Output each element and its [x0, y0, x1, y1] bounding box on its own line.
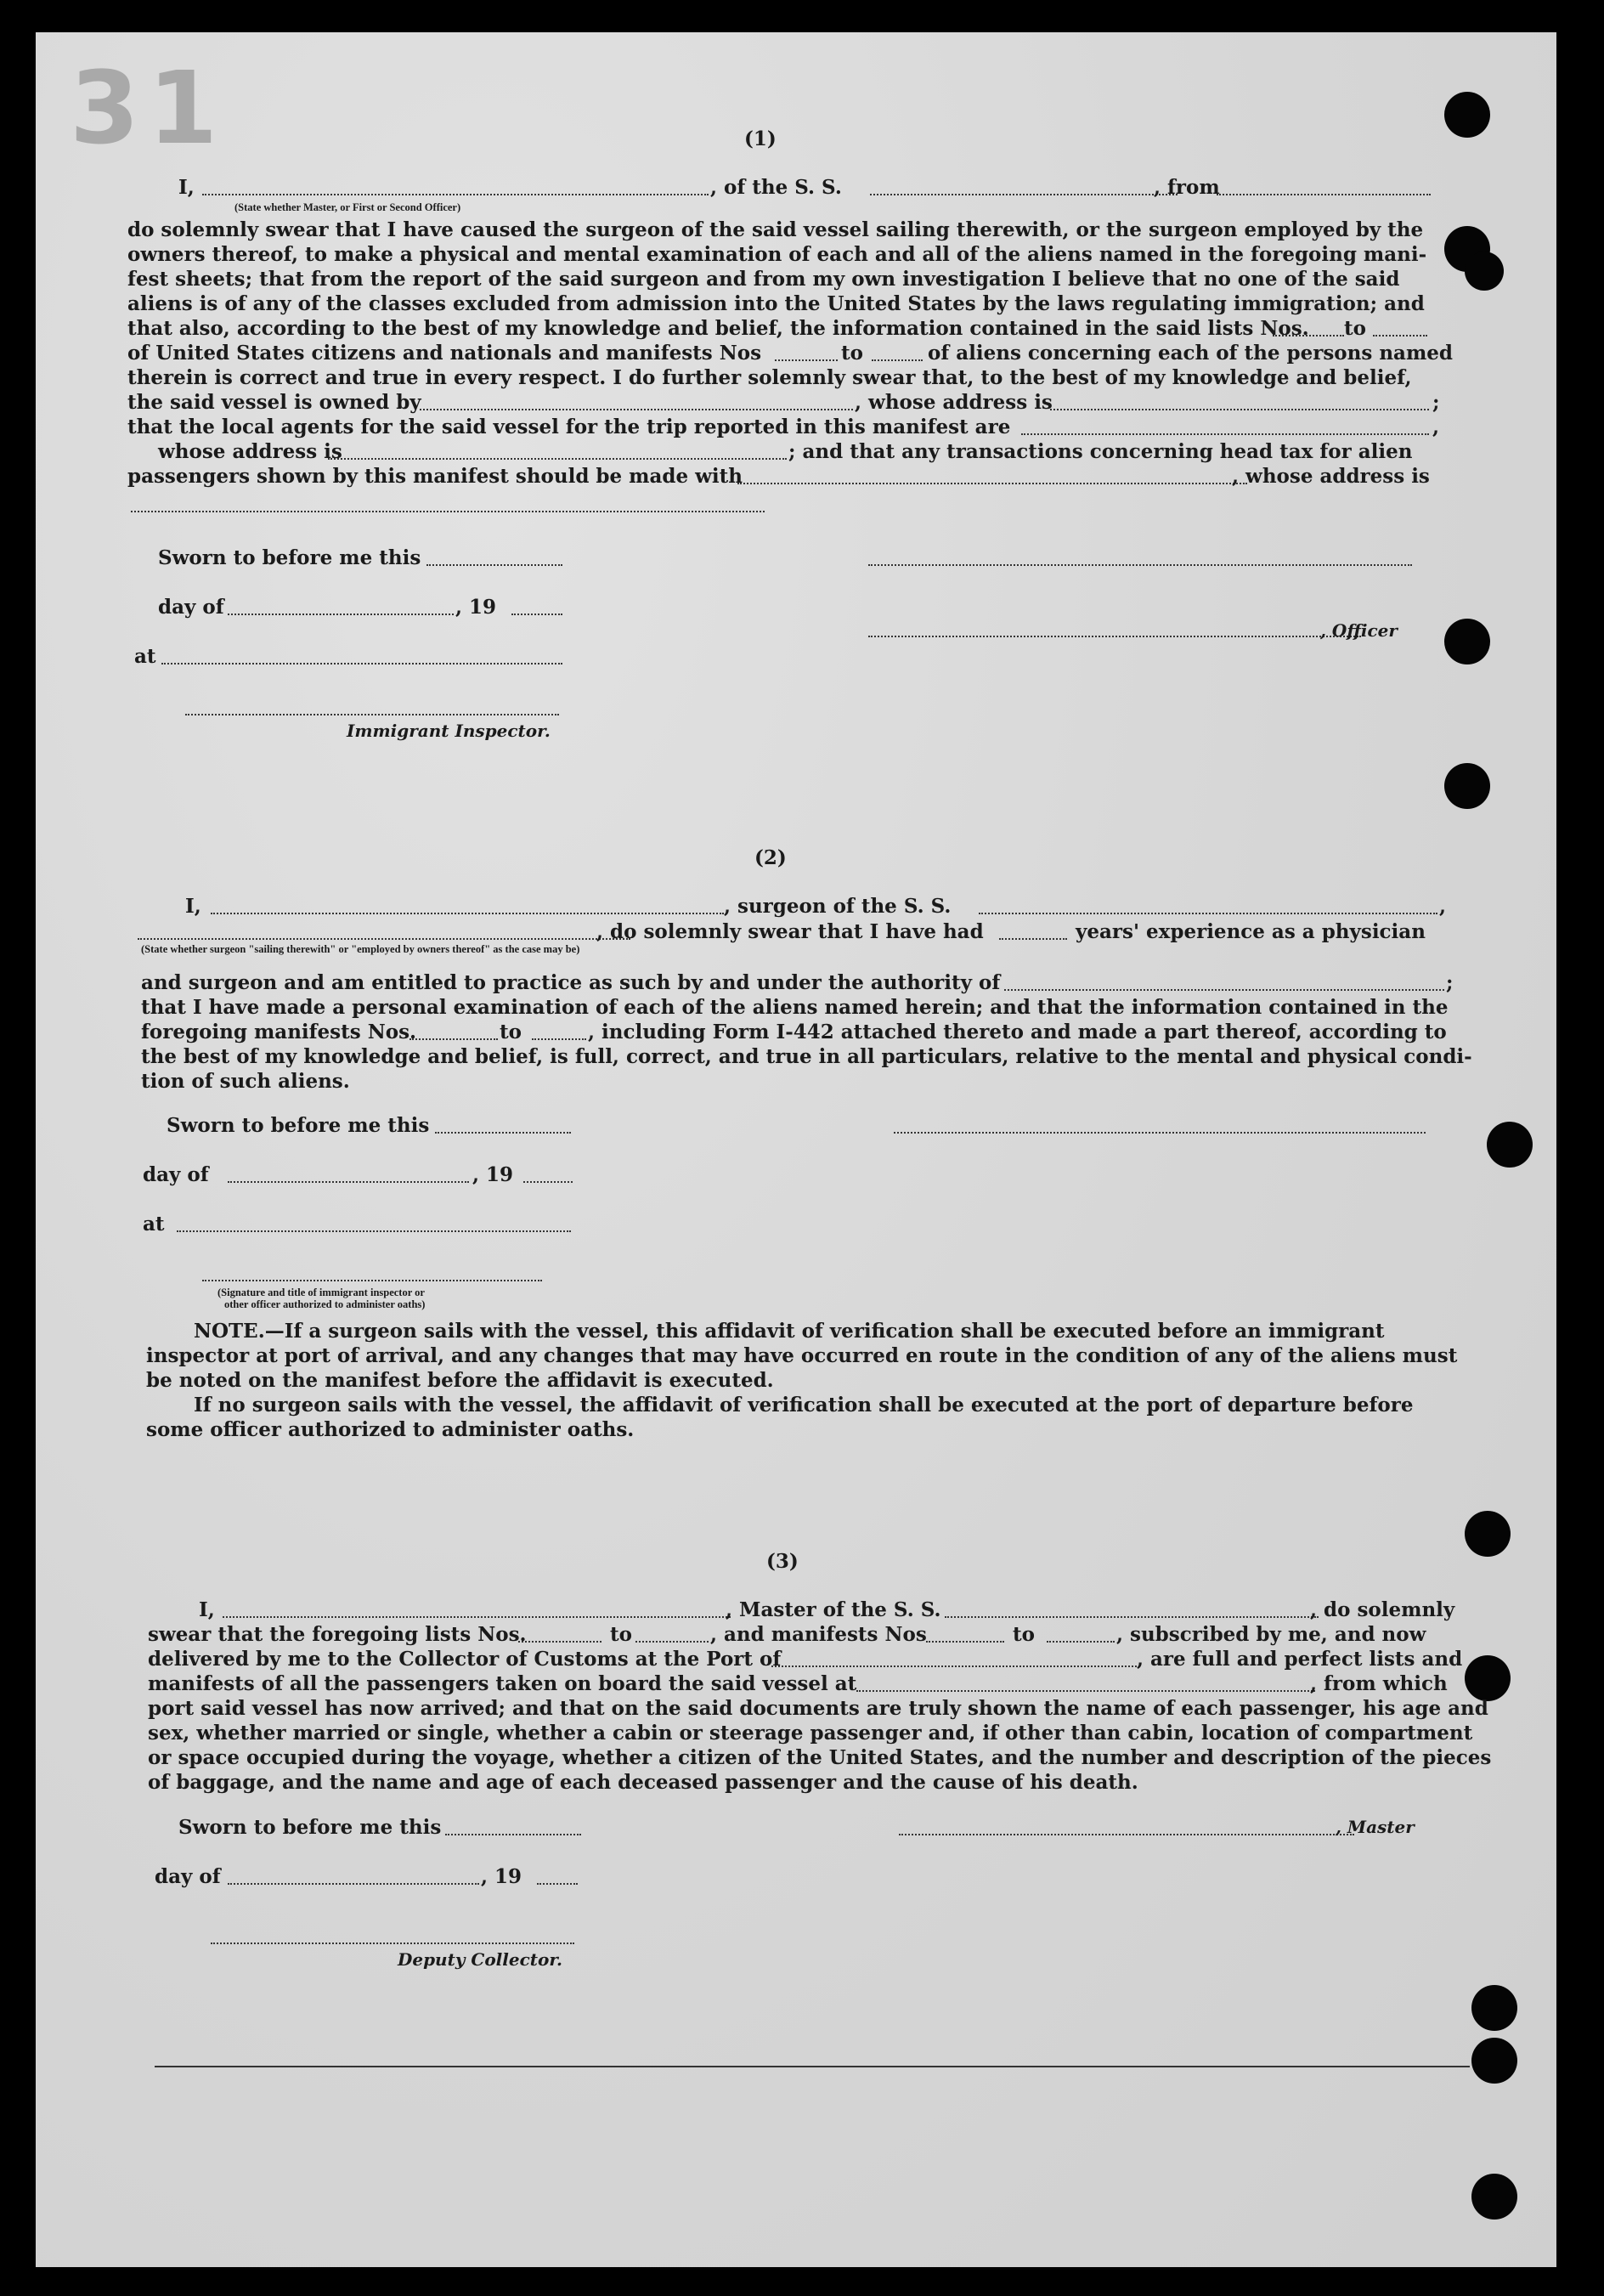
s1-p6c: of aliens concerning each of the persons named: [928, 342, 1454, 365]
s1-lists-to[interactable]: [1373, 335, 1427, 336]
s1-lists-from[interactable]: [1273, 335, 1344, 336]
s3-sworn: Sworn to before me this: [178, 1816, 442, 1839]
s2-p3: foregoing manifests Nos.: [141, 1021, 417, 1043]
s3-lists-to[interactable]: [635, 1641, 709, 1643]
s3-day-field[interactable]: [228, 1883, 479, 1885]
s1-officer-label: , Officer: [1320, 620, 1398, 641]
s1-p9: that the local agents for the said vessel for the trip reported in this manifest are: [127, 416, 1011, 438]
s1-from: , from: [1154, 176, 1220, 199]
s2-years-label: years' experience as a physician: [1076, 920, 1426, 943]
s1-rank-field[interactable]: [202, 194, 709, 195]
s1-p7: therein is correct and true in every respect. I do further solemnly swear that, to the best of my knowledge and belief,: [127, 366, 1412, 389]
s1-p11b: , whose address is: [1232, 465, 1430, 488]
s2-p3b: to: [500, 1021, 522, 1043]
s1-owner-address-field[interactable]: [1050, 409, 1429, 410]
s1-p4: aliens is of any of the classes excluded from admission into the United States by the laws regulating immigration; and: [127, 292, 1425, 315]
bottom-rule: [155, 2066, 1470, 2067]
s2-day-field[interactable]: [228, 1181, 469, 1183]
s2-signature-field[interactable]: [894, 1132, 1426, 1134]
s1-p10: whose address is: [158, 440, 342, 463]
s2-p3c: , including Form I-442 attached thereto and made a part thereof, according to: [588, 1021, 1447, 1043]
s3-l8: of baggage, and the name and age of each deceased passenger and the cause of his death.: [148, 1771, 1138, 1794]
s1-p8b: , whose address is: [855, 391, 1053, 414]
punch-hole: [1465, 1655, 1511, 1701]
s2-comma: ,: [1439, 895, 1447, 918]
s1-agents-address-field[interactable]: [328, 458, 787, 460]
s1-i: I,: [178, 176, 195, 199]
s3-year: , 19: [481, 1865, 522, 1888]
s3-manifests-from[interactable]: [926, 1641, 1004, 1643]
s2-authority-field[interactable]: [1004, 989, 1444, 991]
s3-day-of: day of: [155, 1865, 221, 1888]
s3-l2c: , and manifests Nos: [710, 1623, 927, 1646]
s1-day-field[interactable]: [228, 614, 454, 615]
s1-p1: do solemnly swear that I have caused the surgeon of the said vessel sailing therewith, or the surgeon employed by the: [127, 218, 1424, 241]
punch-hole: [1487, 1122, 1533, 1168]
s2-note-label: NOTE.: [194, 1320, 265, 1343]
s2-at: at: [143, 1213, 165, 1236]
s3-l3b: , are full and perfect lists and: [1137, 1648, 1463, 1671]
s1-year: , 19: [455, 596, 497, 619]
s1-p8c: ;: [1432, 391, 1440, 414]
s2-year: , 19: [472, 1163, 514, 1186]
s2-manifests-to[interactable]: [532, 1038, 586, 1040]
s3-l6: sex, whether married or single, whether a cabin or steerage passenger and, if other than cabin, location of compartment: [148, 1722, 1473, 1745]
punch-hole: [1444, 763, 1490, 809]
s1-manifests-from[interactable]: [775, 359, 838, 361]
s3-solemnly: , do solemnly: [1310, 1598, 1455, 1621]
s1-of-ss: , of the S. S.: [710, 176, 842, 199]
s2-vessel-field[interactable]: [979, 913, 1437, 914]
s3-l5: port said vessel has now arrived; and that on the said documents are truly shown the name of each passenger, his age and: [148, 1697, 1488, 1720]
s3-collector-signature[interactable]: [211, 1943, 574, 1944]
s1-headtax-field[interactable]: [737, 483, 1247, 484]
s2-swear: , do solemnly swear that I have had: [596, 920, 984, 943]
s1-signature-field[interactable]: [868, 564, 1412, 566]
s3-i: I,: [199, 1598, 215, 1621]
punch-hole: [1471, 2038, 1517, 2084]
s2-p2: that I have made a personal examination of each of the aliens named herein; and that the information contained in the: [141, 996, 1449, 1019]
s1-day-of: day of: [158, 596, 224, 619]
s3-sworn-date-field[interactable]: [445, 1834, 581, 1835]
s2-status-field[interactable]: [138, 938, 630, 940]
s3-lists-from[interactable]: [518, 1641, 602, 1643]
s1-at-field[interactable]: [161, 663, 562, 664]
s3-collector-label: Deputy Collector.: [398, 1949, 563, 1970]
page-stamp-number: 31: [70, 49, 227, 167]
s2-inspector-signature[interactable]: [202, 1280, 542, 1281]
s2-p4: the best of my knowledge and belief, is full, correct, and true in all particulars, relative to the mental and physical condi-: [141, 1045, 1472, 1068]
s2-sworn: Sworn to before me this: [167, 1114, 430, 1137]
s2-status-caption: (State whether surgeon "sailing therewith" or "employed by owners thereof" as the case may be): [141, 943, 580, 955]
s1-manifests-to[interactable]: [872, 359, 923, 361]
s2-manifests-from[interactable]: [409, 1038, 498, 1040]
punch-hole: [1471, 1985, 1517, 2031]
s1-sworn-date-field[interactable]: [426, 564, 562, 566]
s3-manifests-to[interactable]: [1047, 1641, 1115, 1643]
s3-l2: swear that the foregoing lists Nos.: [148, 1623, 527, 1646]
s1-headtax-address-field[interactable]: [131, 511, 765, 512]
s2-day-of: day of: [143, 1163, 209, 1186]
s2-name-field[interactable]: [211, 913, 724, 914]
s2-surgeon-of: , surgeon of the S. S.: [724, 895, 952, 918]
section3-number: (3): [766, 1550, 799, 1573]
s2-sworn-date-field[interactable]: [435, 1132, 571, 1134]
s3-vessel-field[interactable]: [945, 1616, 1319, 1618]
punch-hole: [1471, 2174, 1517, 2220]
s3-year-field[interactable]: [537, 1883, 578, 1885]
s1-p5b: to: [1344, 317, 1366, 340]
s1-p6b: to: [841, 342, 863, 365]
s3-l4: manifests of all the passengers taken on board the said vessel at: [148, 1672, 857, 1695]
s3-name-field[interactable]: [223, 1616, 731, 1618]
s2-years-field[interactable]: [999, 938, 1067, 940]
s3-master-of: , Master of the S. S.: [726, 1598, 941, 1621]
s3-embark-port-field[interactable]: [856, 1690, 1315, 1692]
s2-note-5: some officer authorized to administer oaths.: [146, 1418, 635, 1441]
s1-from-field[interactable]: [1217, 194, 1431, 195]
s2-sig-caption-2: other officer authorized to administer oaths): [224, 1298, 426, 1310]
s1-sworn: Sworn to before me this: [158, 546, 421, 569]
section2-number: (2): [754, 846, 787, 869]
s3-l2d: to: [1013, 1623, 1035, 1646]
s1-p5: that also, according to the best of my knowledge and belief, the information contained in the said lists Nos.: [127, 317, 1309, 340]
s2-p5: tion of such aliens.: [141, 1070, 350, 1093]
s1-inspector-signature[interactable]: [185, 714, 559, 715]
s1-officer-field[interactable]: [868, 636, 1361, 637]
s3-port-field[interactable]: [771, 1665, 1137, 1667]
s2-note: [194, 1319, 1385, 1343]
s2-note-4: If no surgeon sails with the vessel, the affidavit of verification shall be executed at the port of departure before: [194, 1394, 1414, 1417]
s1-rank-caption: (State whether Master, or First or Second Officer): [234, 201, 461, 213]
s1-p8: the said vessel is owned by: [127, 391, 421, 414]
s1-year-field[interactable]: [511, 614, 562, 615]
s1-vessel-field[interactable]: [870, 194, 1178, 195]
s1-at: at: [134, 645, 156, 668]
punch-hole: [1444, 92, 1490, 138]
s2-p1: and surgeon and am entitled to practice as such by and under the authority of: [141, 971, 1001, 994]
s3-l2e: , subscribed by me, and now: [1116, 1623, 1426, 1646]
s2-year-field[interactable]: [523, 1181, 573, 1183]
s2-note-1: —If a surgeon sails with the vessel, this affidavit of verification shall be executed before an immigrant: [264, 1320, 1385, 1343]
punch-hole: [1444, 619, 1490, 664]
punch-hole: [1465, 1511, 1511, 1557]
s1-p11: passengers shown by this manifest should be made with: [127, 465, 743, 488]
s1-p9b: ,: [1432, 416, 1440, 438]
s1-inspector-label: Immigrant Inspector.: [347, 721, 551, 741]
s1-agents-field[interactable]: [1021, 433, 1429, 435]
s2-sig-caption-1: (Signature and title of immigrant inspector or: [217, 1287, 425, 1298]
s2-i: I,: [185, 895, 201, 918]
manifest-page: [36, 32, 1556, 2267]
s3-master-label: , Master: [1336, 1817, 1415, 1837]
s1-p2: owners thereof, to make a physical and mental examination of each and all of the aliens named in the foregoing mani-: [127, 243, 1427, 266]
s3-signature-field[interactable]: [899, 1834, 1354, 1835]
s2-at-field[interactable]: [177, 1230, 571, 1232]
s1-p6: of United States citizens and nationals and manifests Nos: [127, 342, 762, 365]
s3-l4b: , from which: [1310, 1672, 1448, 1695]
s3-l2b: to: [610, 1623, 632, 1646]
s2-p1b: ;: [1446, 971, 1454, 994]
s2-note-3: be noted on the manifest before the affidavit is executed.: [146, 1369, 774, 1392]
punch-hole: [1465, 252, 1504, 291]
s1-owner-field[interactable]: [420, 409, 853, 410]
s1-p3: fest sheets; that from the report of the said surgeon and from my own investigation I believe that no one of the said: [127, 268, 1400, 291]
s1-p10b: ; and that any transactions concerning head tax for alien: [788, 440, 1413, 463]
s2-note-2: inspector at port of arrival, and any changes that may have occurred en route in the condition of any of the aliens must: [146, 1344, 1458, 1367]
section1-number: (1): [744, 127, 777, 150]
s3-l7: or space occupied during the voyage, whether a citizen of the United States, and the number and description of the pieces: [148, 1746, 1492, 1769]
s3-l3: delivered by me to the Collector of Customs at the Port of: [148, 1648, 782, 1671]
